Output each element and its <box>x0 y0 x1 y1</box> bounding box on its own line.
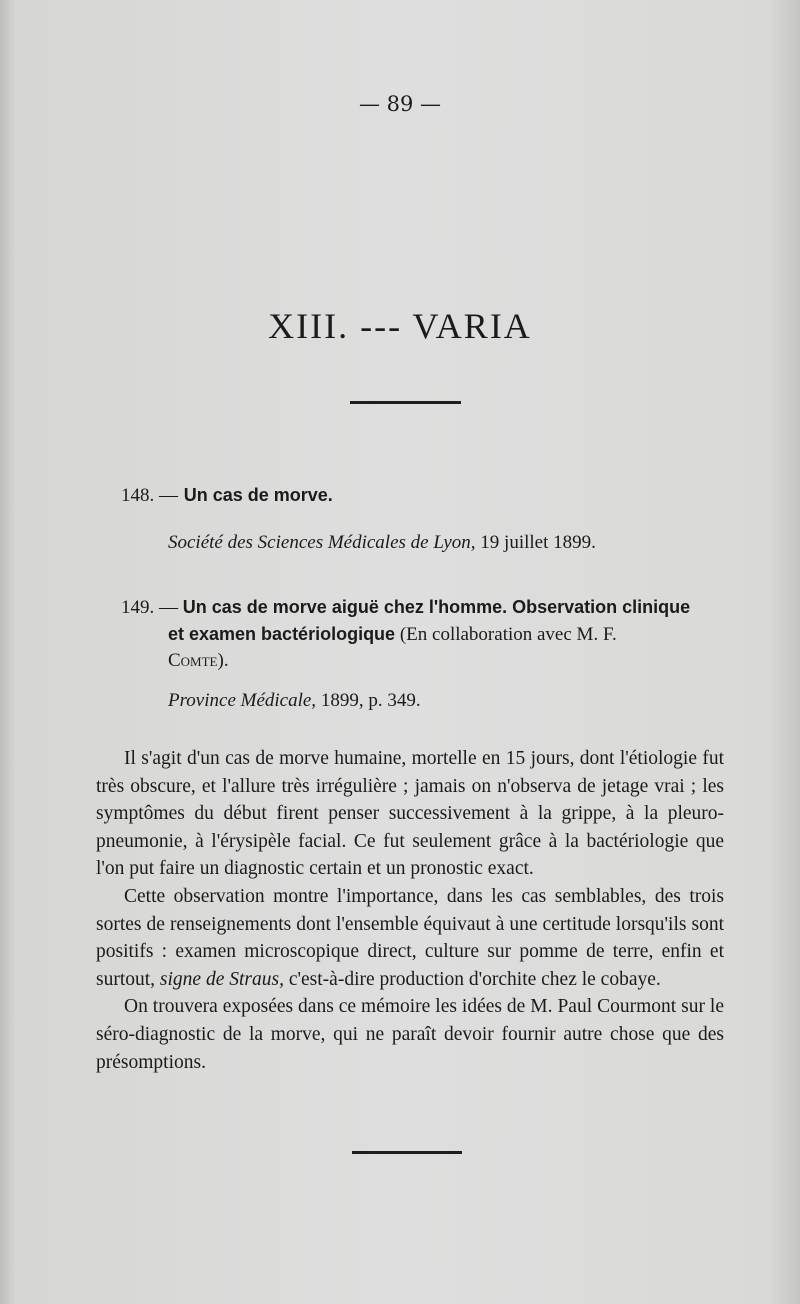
section-divider <box>350 401 461 404</box>
entry-149-source <box>168 690 421 712</box>
entry-149-collaboration: (En collaboration avec M. F. <box>399 624 617 645</box>
entry-149-collaboration-end: ). <box>217 650 229 671</box>
entry-148-source-date: 19 juillet 1899. <box>480 532 596 553</box>
abstract-paragraph-3: On trouvera exposées dans ce mémoire les idées de M. Paul Courmont sur le séro-diagnostic de la morve, qui ne paraît devoir fournir autre chose que des présomptions. <box>96 996 724 1073</box>
abstract-paragraph-2-start: Cette observation montre l'importance, dans les cas semblables, des trois sortes de renseignements dont l'ensemble équivaut à une certitude lorsqu'ils sont positifs : examen microscopique direct, culture sur pomme de terre, enfin et surtout, <box>96 885 724 990</box>
entry-149-source-journal: Province Médicale, <box>168 690 317 711</box>
entry-149-collaborator-name: Comte <box>168 650 218 671</box>
chapter-title: XIII. --- VARIA <box>268 306 532 346</box>
entry-148-number: 148. — <box>121 485 178 506</box>
entry-149-title-line2: et examen bactériologique <box>168 624 396 644</box>
entry-149-number: 149. — <box>121 597 178 618</box>
entry-148-source-journal: Société des Sciences Médicales de Lyon, <box>168 532 476 553</box>
abstract-paragraph-1: Il s'agit d'un cas de morve humaine, mortelle en 15 jours, dont l'étiologie fut très obscure, et l'allure très irrégulière ; jamais on n'observa de jetage vrai ; les symptômes du début firent penser successivement à la grippe, à la pleuro-pneumonie, à l'érysipèle facial. Ce fut seulement grâce à la bactériologie que l'on put faire un diagnostic certain et un pronostic exact. <box>96 748 724 880</box>
entry-149-title-line1: Un cas de morve aiguë chez l'homme. Observation clinique <box>182 597 691 617</box>
abstract-text <box>96 745 724 1076</box>
abstract-paragraph-2-end: c'est-à-dire production d'orchite chez le cobaye. <box>288 968 661 990</box>
end-divider <box>352 1151 462 1154</box>
entry-148-source <box>168 532 596 554</box>
entry-149-heading <box>121 594 727 674</box>
abstract-paragraph-2 <box>96 883 724 993</box>
entry-148-heading <box>121 485 333 507</box>
entry-149-source-date: 1899, p. 349. <box>320 690 421 711</box>
abstract-paragraph-2-emphasis: signe de Straus, <box>159 968 284 990</box>
page-number: — 89 — <box>358 92 442 116</box>
entry-148-title: Un cas de morve. <box>183 485 333 505</box>
